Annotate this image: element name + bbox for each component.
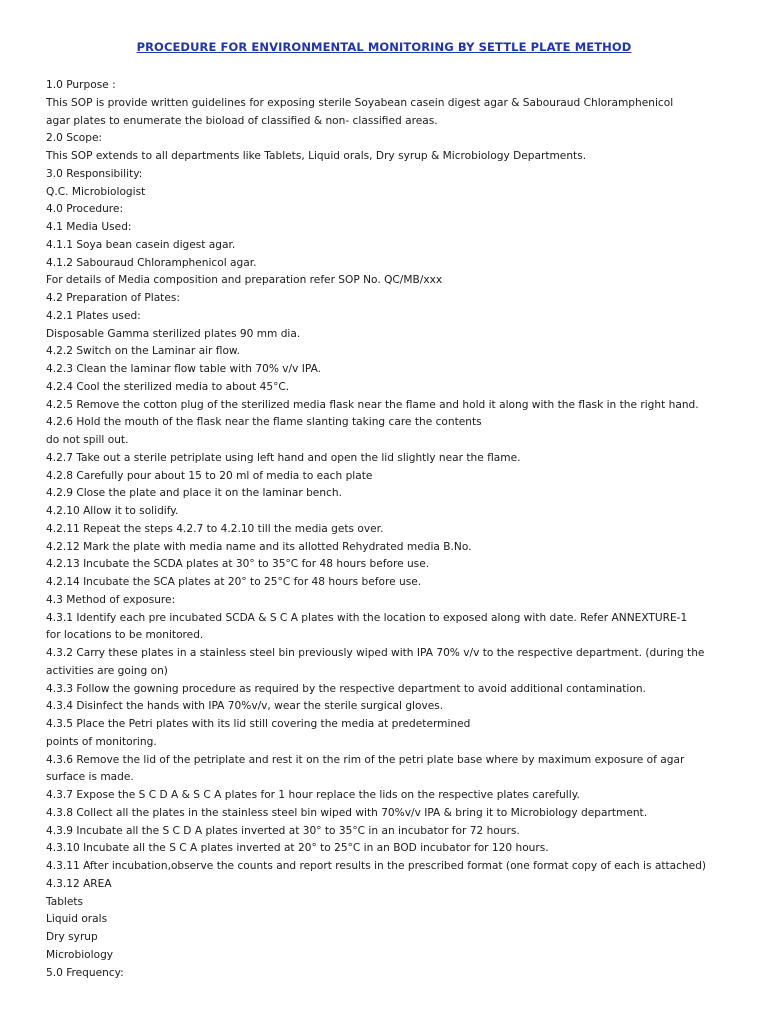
document-line: do not spill out. <box>46 434 129 446</box>
document-line: 4.2.6 Hold the mouth of the flask near the flame slanting taking care the contents <box>46 416 482 429</box>
document-line: 4.3.9 Incubate all the S C D A plates inverted at 30° to 35°C in an incubator for 72 hours. <box>46 824 520 837</box>
document-line: Tablets <box>46 895 84 908</box>
document-line: for locations to be monitored. <box>46 629 204 642</box>
document-line: 4.2.10 Allow it to solidify. <box>46 505 179 517</box>
document-line: 4.3.4 Disinfect the hands with IPA 70%v/v, wear the sterile surgical gloves. <box>46 700 444 713</box>
document-line: 4.0 Procedure: <box>46 203 124 216</box>
document-line: 4.2.12 Mark the plate with media name and its allotted Rehydrated media B.No. <box>46 540 472 553</box>
document-line: 4.3.3 Follow the gowning procedure as required by the respective department to avoid additional contamination. <box>46 682 646 695</box>
document-line: 3.0 Responsibility: <box>46 167 143 180</box>
document-line: 4.3.11 After incubation,observe the counts and report results in the prescribed format (one format copy of each is attached) <box>46 860 707 872</box>
document-line: 4.2.8 Carefully pour about 15 to 20 ml of media to each plate <box>46 469 373 482</box>
document-line: 4.2.9 Close the plate and place it on the laminar bench. <box>46 487 342 500</box>
document-line: 4.1.1 Soya bean casein digest agar. <box>46 238 236 251</box>
document-line: 4.3.1 Identify each pre incubated SCDA & S C A plates with the location to exposed along with date. Refer ANNEXTURE-1 <box>46 611 688 624</box>
document-line: 4.2.1 Plates used: <box>46 309 141 322</box>
document-line: 4.2.5 Remove the cotton plug of the sterilized media flask near the flame and hold it along with the flask in the right hand. <box>46 398 699 411</box>
document-line: 4.2 Preparation of Plates: <box>46 292 180 304</box>
document-line: surface is made. <box>46 771 134 784</box>
document-line: For details of Media composition and preparation refer SOP No. QC/MB/xxx <box>46 274 443 287</box>
document-body <box>46 77 736 982</box>
document-line: 4.1.2 Sabouraud Chloramphenicol agar. <box>46 256 257 269</box>
document-line: 4.3.8 Collect all the plates in the stainless steel bin wiped with 70%v/v IPA & bring it to Microbiology department. <box>46 806 648 819</box>
document-line: 4.2.4 Cool the sterilized media to about 45°C. <box>46 380 290 393</box>
document-line: 4.2.7 Take out a sterile petriplate using left hand and open the lid slightly near the flame. <box>46 451 521 464</box>
document-line: 4.3.5 Place the Petri plates with its lid still covering the media at predetermined <box>46 718 471 730</box>
document-title: PROCEDURE FOR ENVIRONMENTAL MONITORING BY SETTLE PLATE METHOD <box>136 40 632 54</box>
document-line: points of monitoring. <box>46 735 157 748</box>
document-line: This SOP is provide written guidelines for exposing sterile Soyabean casein digest agar & Sabouraud Chloramphenicol <box>46 96 674 109</box>
document-line: 5.0 Frequency: <box>46 966 124 979</box>
document-line: Q.C. Microbiologist <box>46 185 146 198</box>
document-line: 4.3.12 AREA <box>46 877 112 890</box>
document-line: 4.2.11 Repeat the steps 4.2.7 to 4.2.10 till the media gets over. <box>46 522 384 535</box>
document-line: 4.2.14 Incubate the SCA plates at 20° to 25°C for 48 hours before use. <box>46 576 422 588</box>
document-line: 1.0 Purpose : <box>46 79 116 91</box>
document-line: 4.3.7 Expose the S C D A & S C A plates for 1 hour replace the lids on the respective plates carefully. <box>46 789 580 801</box>
document-line: 4.3.2 Carry these plates in a stainless steel bin previously wiped with IPA 70% v/v to the respective department. (during the <box>46 647 705 659</box>
document-line: This SOP extends to all departments like Tablets, Liquid orals, Dry syrup & Microbiology Departments. <box>46 150 587 162</box>
document-line: Liquid orals <box>46 913 108 926</box>
document-line: 4.3 Method of exposure: <box>46 593 176 606</box>
document-line: 4.2.2 Switch on the Laminar air flow. <box>46 345 240 358</box>
document-line: 4.2.13 Incubate the SCDA plates at 30° to 35°C for 48 hours before use. <box>46 558 430 571</box>
document-line: Dry syrup <box>46 931 98 943</box>
document-line: 4.2.3 Clean the laminar flow table with 70% v/v IPA. <box>46 363 322 375</box>
document-line: 4.1 Media Used: <box>46 221 132 233</box>
document-line: 4.3.10 Incubate all the S C A plates inverted at 20° to 25°C in an BOD incubator for 120 hours. <box>46 842 549 855</box>
document-line: 4.3.6 Remove the lid of the petriplate and rest it on the rim of the petri plate base where by maximum exposure of agar <box>46 753 685 766</box>
document-line: 2.0 Scope: <box>46 132 103 145</box>
document-line: Disposable Gamma sterilized plates 90 mm dia. <box>46 327 301 340</box>
document-line: Microbiology <box>46 948 114 961</box>
document-line: activities are going on) <box>46 664 168 677</box>
document-line: agar plates to enumerate the bioload of classified & non- classified areas. <box>46 114 438 127</box>
